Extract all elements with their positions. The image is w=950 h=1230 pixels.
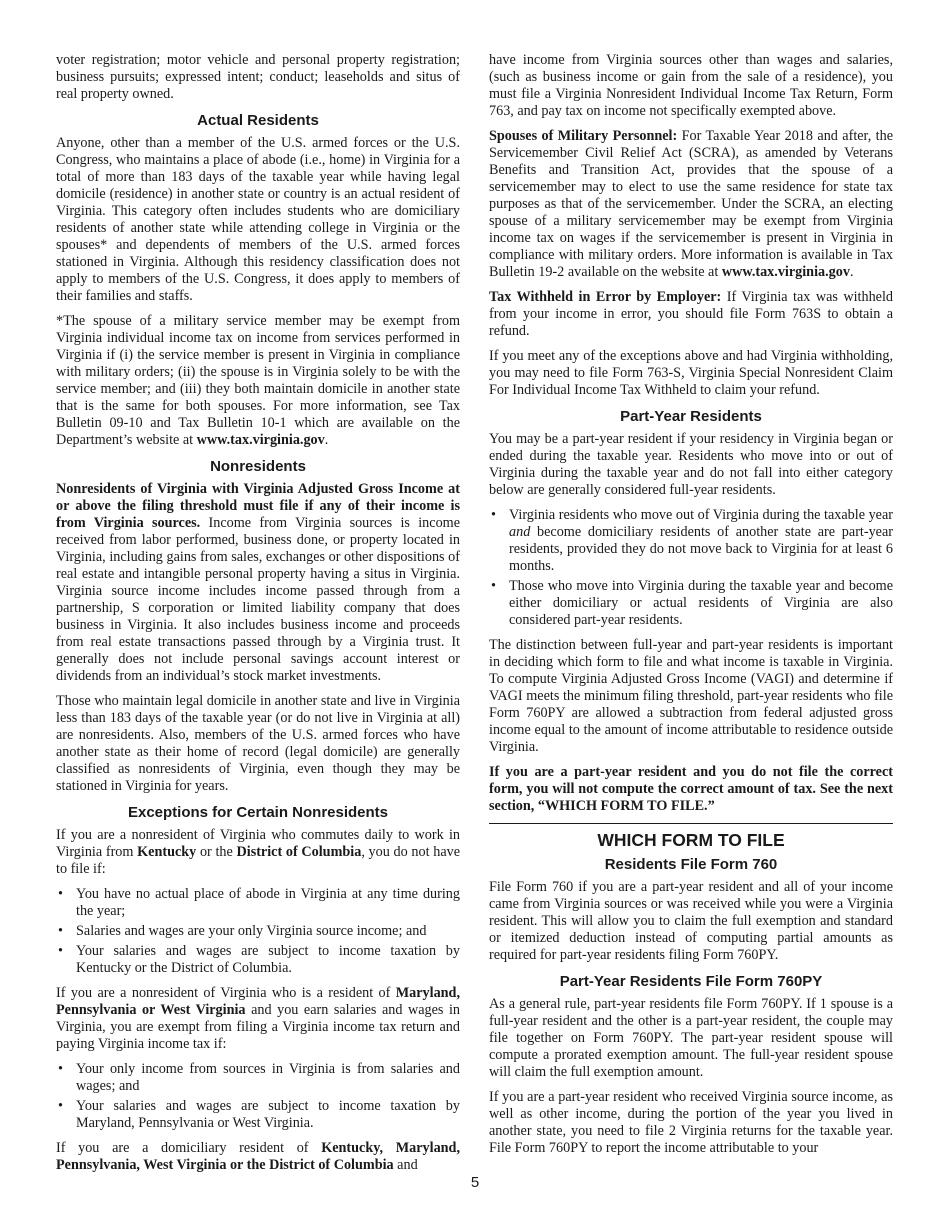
military-spouse-footnote: *The spouse of a military service member may be exempt from Virginia individual income tax on income from services performed in Virginia if (i) the service member is present in Virginia in compliance with military orders; (ii) the spouse is in Virginia solely to be with the service member; and (iii) they both maintain domicile in another state that is the same for both spouses. For more information, see Tax Bulletin 09-10 and Tax Bulletin 10-1 which are available on the Department’s website at www.tax.virginia.gov. [56,313,460,448]
nonresidents-paragraph-2: Those who maintain legal domicile in another state and live in Virginia less than 183 days of the taxable year (or do not live in Virginia at all) are nonresidents. Also, members of the U.S. armed forces who have another state as their home of record (legal domicile) are generally classified as nonresidents of Virginia, even though they may be stationed in Virginia for years. [56,693,460,794]
military-spouses-paragraph: Spouses of Military Personnel: For Taxable Year 2018 and after, the Servicemember Civil Relief Act (SCRA), as amended by Veterans Benefits and Transition Act, provides that the spouse of a servicemember may to elect to use the same residence for state tax purposes as that of the servicemember. Under the SCRA, an electing spouse of a military servicemember may be exempt from Virginia income tax on wages if the servicemember is present in Virginia in compliance with military orders. More information is available in Tax Bulletin 19-2 available on the website at www.tax.virginia.gov. [489,128,893,280]
exceptions-list-2 [56,1061,460,1132]
exceptions-paragraph-2: If you are a nonresident of Virginia who is a resident of Maryland, Pennsylvania or West Virginia and you earn salaries and wages in Virginia, you are exempt from filing a Virginia income tax return and paying Virginia income tax if: [56,985,460,1052]
nonresidents-paragraph-1: Nonresidents of Virginia with Virginia Adjusted Gross Income at or above the filing threshold must file if any of their income is from Virginia sources. Income from Virginia sources is income received from labor performed, business done, or property located in Virginia, including gains from sales, exchanges or other dispositions of real estate and intangible personal property having a situs in Virginia. Virginia source income includes income passed through from a partnership, S corporation or limited liability company that does business in Virginia. It also includes business income and proceeds from real estate transactions passed through by a Virginia trust. It generally does not include personal savings account interest or dividends from an individual’s stock market investments. [56,481,460,684]
continuation-paragraph: have income from Virginia sources other than wages and salaries, (such as business income or gain from the sale of a residence), you must file a Virginia Nonresident Individual Income Tax Return, Form 763, and pay tax on income not specifically exempted above. [489,52,893,119]
heading-residents-form-760: Residents File Form 760 [604,856,778,873]
actual-residents-paragraph: Anyone, other than a member of the U.S. armed forces or the U.S. Congress, who maintains a place of abode (i.e., home) in Virginia for a total of more than 183 days of the taxable year while having legal domicile (residence) in another state or country is an actual resident of Virginia. This category often includes students who are domiciliary residents of another state while attending college in Virginia or the spouses* and dependents of members of the U.S. armed forces stationed in Virginia. Although this residency classification does not apply to members of the U.S. Congress, it does apply to members of their families and staffs. [56,135,460,304]
list-item: • You have no actual place of abode in Virginia at any time during the year; [56,886,460,920]
left-column [56,52,460,1182]
heading-which-form-to-file: WHICH FORM TO FILE [597,830,785,850]
list-item: • Virginia residents who move out of Virginia during the taxable year and become domiciliary residents of another state are part-year residents, provided they do not move back to Virginia for at least 6 months. [489,507,893,575]
exceptions-list-1 [56,886,460,977]
withholding-refund-paragraph: If you meet any of the exceptions above and had Virginia withholding, you may need to file Form 763-S, Virginia Special Nonresident Claim For Individual Income Tax Withheld to claim your refund. [489,348,893,398]
tax-withheld-paragraph: Tax Withheld in Error by Employer: If Virginia tax was withheld from your income in error, you should file Form 763S to obtain a refund. [489,289,893,339]
list-item: • Your salaries and wages are subject to income taxation by Kentucky or the District of Columbia. [56,943,460,977]
part-year-warning: If you are a part-year resident and you do not file the correct form, you will not compute the correct amount of tax. See the next section, “WHICH FORM TO FILE.” [489,764,893,814]
list-item: • Those who move into Virginia during the taxable year and become either domiciliary or actual residents of Virginia are also considered part-year residents. [489,578,893,629]
heading-nonresidents: Nonresidents [210,458,306,475]
heading-actual-residents: Actual Residents [197,112,319,129]
intro-paragraph: voter registration; motor vehicle and personal property registration; business pursuits; expressed intent; conduct; leaseholds and situs of real property owned. [56,52,460,102]
heading-part-year-residents: Part-Year Residents [620,408,762,425]
list-item: • Your salaries and wages are subject to income taxation by Maryland, Pennsylvania or West Virginia. [56,1098,460,1132]
exceptions-paragraph-3: If you are a domiciliary resident of Kentucky, Maryland, Pennsylvania, West Virginia or the District of Columbia and [56,1140,460,1173]
form-760py-paragraph-2: If you are a part-year resident who received Virginia source income, as well as other income, during the portion of the year you lived in another state, you need to file 2 Virginia returns for the taxable year. File Form 760PY to report the income attributable to your [489,1089,893,1156]
heading-form-760py: Part-Year Residents File Form 760PY [559,973,823,990]
website-link[interactable]: www.tax.virginia.gov [721,264,850,280]
page-number: 5 [470,1174,480,1191]
part-year-paragraph-2: The distinction between full-year and part-year residents is important in deciding which form to file and what income is taxable in Virginia. To compute Virginia Adjusted Gross Income (VAGI) and determine if VAGI meets the minimum filing threshold, part-year residents who file Form 760PY are allowed a subtraction from federal adjusted gross income equal to the amount of income attributable to residence outside Virginia. [489,637,893,755]
section-divider [489,823,893,824]
list-item: • Salaries and wages are your only Virginia source income; and [56,923,460,940]
right-column [489,52,893,1165]
website-link[interactable]: www.tax.virginia.gov [196,432,325,448]
form-760py-paragraph-1: As a general rule, part-year residents file Form 760PY. If 1 spouse is a full-year resident and the other is a part-year resident, the couple may file together on Form 760PY. The part-year resident spouse will compute a prorated exemption amount. The full-year resident spouse will claim the full exemption amount. [489,996,893,1080]
exceptions-paragraph-1: If you are a nonresident of Virginia who commutes daily to work in Virginia from Kentucky or the District of Columbia, you do not have to file if: [56,827,461,877]
form-760-paragraph: File Form 760 if you are a part-year resident and all of your income came from Virginia sources or was received while you were a Virginia resident. This will allow you to claim the full exemption and standard or itemized deduction instead of computing partial amounts as required for part-year residents filing Form 760PY. [489,879,893,963]
part-year-paragraph-1: You may be a part-year resident if your residency in Virginia began or ended during the taxable year. Residents who move into or out of Virginia during the taxable year and do not fall into either category below are generally considered full-year residents. [489,431,893,498]
part-year-list [489,507,893,629]
list-item: • Your only income from sources in Virginia is from salaries and wages; and [56,1061,460,1095]
heading-exceptions: Exceptions for Certain Nonresidents [127,804,389,821]
